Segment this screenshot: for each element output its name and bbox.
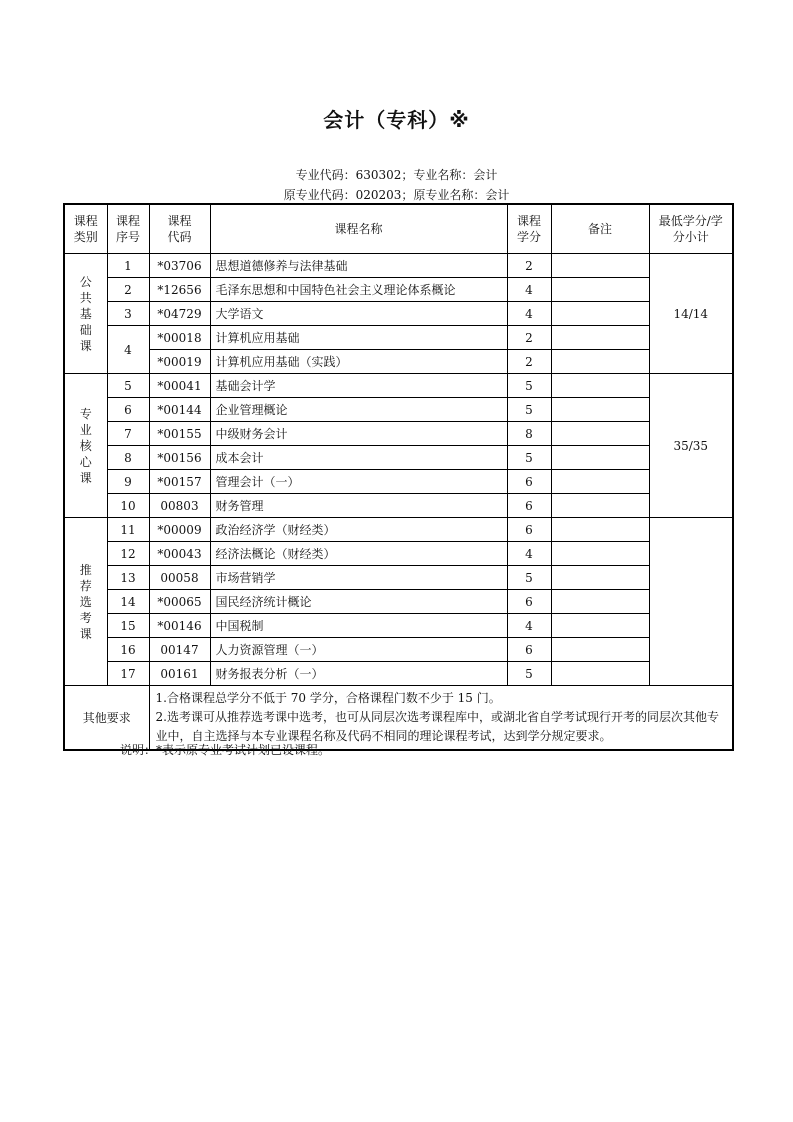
category-cell: 推荐选考课 xyxy=(64,518,107,686)
table-row xyxy=(64,614,733,638)
remark-cell xyxy=(551,254,649,278)
remark-cell xyxy=(551,638,649,662)
table-row xyxy=(64,302,733,326)
table-row xyxy=(64,542,733,566)
footnote: 说明：*表示原专业考试计划已设课程。 xyxy=(120,743,331,757)
code-cell: *00144 xyxy=(149,398,210,422)
name-cell: 计算机应用基础 xyxy=(210,326,507,350)
credit-cell: 6 xyxy=(507,590,551,614)
table-row xyxy=(64,350,733,374)
remark-cell xyxy=(551,518,649,542)
header-remark: 备注 xyxy=(551,204,649,254)
table-row xyxy=(64,278,733,302)
seq-cell: 10 xyxy=(107,494,149,518)
code-cell: *00146 xyxy=(149,614,210,638)
seq-cell: 5 xyxy=(107,374,149,398)
table-row xyxy=(64,518,733,542)
credit-cell: 4 xyxy=(507,542,551,566)
table-row xyxy=(64,398,733,422)
name-cell: 中级财务会计 xyxy=(210,422,507,446)
code-cell: *00041 xyxy=(149,374,210,398)
table-row xyxy=(64,470,733,494)
name-cell: 财务报表分析（一） xyxy=(210,662,507,686)
name-cell: 管理会计（一） xyxy=(210,470,507,494)
code-cell: *00156 xyxy=(149,446,210,470)
table-header-row xyxy=(64,204,733,254)
table-row xyxy=(64,254,733,278)
table-row xyxy=(64,446,733,470)
seq-cell: 7 xyxy=(107,422,149,446)
header-category: 课程类别 xyxy=(64,204,107,254)
major-code-line: 专业代码：630302；专业名称：会计 xyxy=(295,168,498,182)
code-cell: *00157 xyxy=(149,470,210,494)
credit-cell: 6 xyxy=(507,470,551,494)
requirement-item-2: 2.选考课可从推荐选考课中选考，也可从同层次选考课程库中，或湖北省自学考试现行开考的同层次其他专业中，自主选择与本专业课程名称及代码不相同的理论课程考试，达到学分规定要求。 xyxy=(155,710,719,743)
seq-cell: 12 xyxy=(107,542,149,566)
subtotal-cell: 14/14 xyxy=(649,254,733,374)
table-row xyxy=(64,662,733,686)
credit-cell: 4 xyxy=(507,614,551,638)
seq-cell: 16 xyxy=(107,638,149,662)
seq-cell: 1 xyxy=(107,254,149,278)
subtotal-cell xyxy=(649,518,733,686)
header-code: 课程代码 xyxy=(149,204,210,254)
remark-cell xyxy=(551,470,649,494)
name-cell: 政治经济学（财经类） xyxy=(210,518,507,542)
credit-cell: 6 xyxy=(507,494,551,518)
header-seq: 课程序号 xyxy=(107,204,149,254)
remark-cell xyxy=(551,278,649,302)
header-name: 课程名称 xyxy=(210,204,507,254)
seq-cell: 8 xyxy=(107,446,149,470)
page-title: 会计（专科）※ xyxy=(323,108,470,132)
credit-cell: 6 xyxy=(507,638,551,662)
credit-cell: 2 xyxy=(507,326,551,350)
remark-cell xyxy=(551,302,649,326)
seq-cell: 4 xyxy=(107,326,149,374)
remark-cell xyxy=(551,374,649,398)
remark-cell xyxy=(551,566,649,590)
seq-cell: 3 xyxy=(107,302,149,326)
seq-cell: 14 xyxy=(107,590,149,614)
seq-cell: 6 xyxy=(107,398,149,422)
credit-cell: 5 xyxy=(507,446,551,470)
requirement-item-1: 1.合格课程总学分不低于 70 学分，合格课程门数不少于 15 门。 xyxy=(155,691,501,705)
name-cell: 国民经济统计概论 xyxy=(210,590,507,614)
credit-cell: 5 xyxy=(507,374,551,398)
remark-cell xyxy=(551,542,649,566)
category-cell: 公共基础课 xyxy=(64,254,107,374)
code-cell: *00009 xyxy=(149,518,210,542)
table-row xyxy=(64,494,733,518)
code-cell: *00065 xyxy=(149,590,210,614)
table-row xyxy=(64,590,733,614)
subtotal-cell: 35/35 xyxy=(649,374,733,518)
remark-cell xyxy=(551,326,649,350)
code-cell: *00018 xyxy=(149,326,210,350)
code-cell: *04729 xyxy=(149,302,210,326)
remark-cell xyxy=(551,590,649,614)
code-cell: 00161 xyxy=(149,662,210,686)
original-major-code-line: 原专业代码：020203；原专业名称：会计 xyxy=(283,188,510,202)
credit-cell: 2 xyxy=(507,350,551,374)
requirements-label: 其他要求 xyxy=(64,686,149,751)
header-credit: 课程学分 xyxy=(507,204,551,254)
code-cell: 00058 xyxy=(149,566,210,590)
name-cell: 毛泽东思想和中国特色社会主义理论体系概论 xyxy=(210,278,507,302)
code-cell: *03706 xyxy=(149,254,210,278)
table-row xyxy=(64,638,733,662)
name-cell: 成本会计 xyxy=(210,446,507,470)
header-min-credit: 最低学分/学分小计 xyxy=(649,204,733,254)
remark-cell xyxy=(551,494,649,518)
code-cell: 00803 xyxy=(149,494,210,518)
code-cell: *00155 xyxy=(149,422,210,446)
credit-cell: 8 xyxy=(507,422,551,446)
seq-cell: 11 xyxy=(107,518,149,542)
table-row xyxy=(64,326,733,350)
remark-cell xyxy=(551,446,649,470)
seq-cell: 2 xyxy=(107,278,149,302)
remark-cell xyxy=(551,398,649,422)
credit-cell: 5 xyxy=(507,398,551,422)
credit-cell: 5 xyxy=(507,662,551,686)
name-cell: 企业管理概论 xyxy=(210,398,507,422)
name-cell: 大学语文 xyxy=(210,302,507,326)
table-row xyxy=(64,374,733,398)
remark-cell xyxy=(551,350,649,374)
code-cell: 00147 xyxy=(149,638,210,662)
name-cell: 市场营销学 xyxy=(210,566,507,590)
code-cell: *00019 xyxy=(149,350,210,374)
credit-cell: 5 xyxy=(507,566,551,590)
remark-cell xyxy=(551,422,649,446)
remark-cell xyxy=(551,614,649,638)
name-cell: 思想道德修养与法律基础 xyxy=(210,254,507,278)
seq-cell: 13 xyxy=(107,566,149,590)
credit-cell: 2 xyxy=(507,254,551,278)
table-row xyxy=(64,566,733,590)
course-plan-table xyxy=(63,203,734,751)
credit-cell: 4 xyxy=(507,278,551,302)
code-cell: *12656 xyxy=(149,278,210,302)
name-cell: 财务管理 xyxy=(210,494,507,518)
table-row xyxy=(64,422,733,446)
seq-cell: 17 xyxy=(107,662,149,686)
credit-cell: 6 xyxy=(507,518,551,542)
name-cell: 经济法概论（财经类） xyxy=(210,542,507,566)
seq-cell: 9 xyxy=(107,470,149,494)
category-cell: 专业核心课 xyxy=(64,374,107,518)
name-cell: 人力资源管理（一） xyxy=(210,638,507,662)
credit-cell: 4 xyxy=(507,302,551,326)
name-cell: 计算机应用基础（实践） xyxy=(210,350,507,374)
seq-cell: 15 xyxy=(107,614,149,638)
code-cell: *00043 xyxy=(149,542,210,566)
name-cell: 中国税制 xyxy=(210,614,507,638)
name-cell: 基础会计学 xyxy=(210,374,507,398)
remark-cell xyxy=(551,662,649,686)
